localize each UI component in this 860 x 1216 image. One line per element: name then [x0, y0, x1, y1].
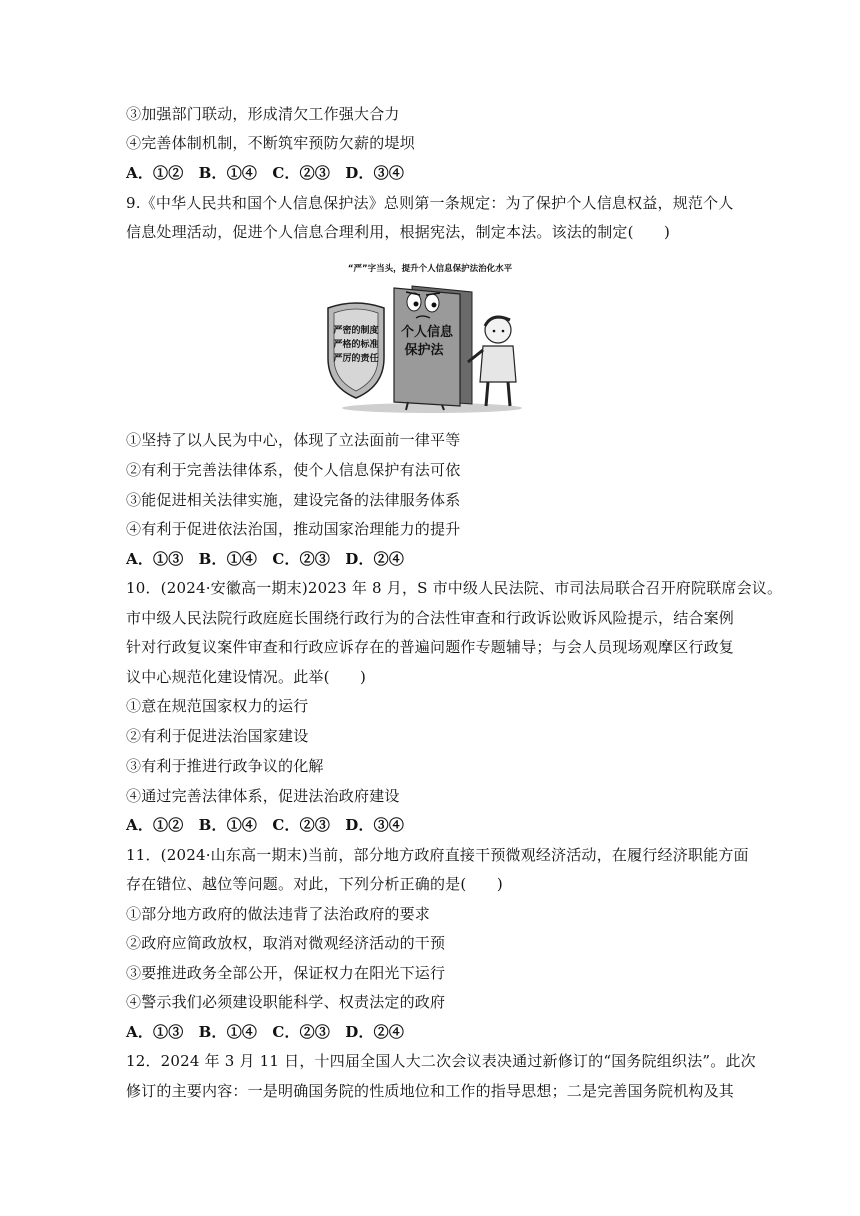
q10-statement-2: ②有利于促进法治国家建设 [126, 727, 309, 745]
q11-statement-2: ②政府应简政放权，取消对微观经济活动的干预 [126, 934, 446, 952]
q9-statement-2: ②有利于完善法律体系，使个人信息保护有法可依 [126, 461, 461, 479]
q10-statement-3: ③有利于推进行政争议的化解 [126, 757, 324, 775]
q12-stem-line-1: 12．2024 年 3 月 11 日，十四届全国人大二次会议表决通过新修订的“国务院组织法”。此次 [126, 1052, 756, 1070]
q9-statement-1: ①坚持了以人民为中心，体现了立法面前一律平等 [126, 431, 461, 449]
cartoon-shield-line-3: 严厉的责任 [333, 354, 379, 364]
q8-options: A．①② B．①④ C．②③ D．③④ [126, 164, 405, 182]
q11-options: A．①③ B．①④ C．②③ D．②④ [126, 1023, 405, 1041]
q10-statement-4: ④通过完善法律体系，促进法治政府建设 [126, 787, 400, 805]
q9-statement-3: ③能促进相关法律实施，建设完备的法律服务体系 [126, 491, 461, 509]
q10-stem-line-1: 10．(2024·安徽高一期末)2023 年 8 月，S 市中级人民法院、市司法局联合召开府院联席会议。 [126, 579, 783, 597]
q8-statement-3: ③加强部门联动，形成清欠工作强大合力 [126, 105, 400, 123]
cartoon-book-title-1: 个人信息 [400, 325, 454, 340]
q11-stem-line-2: 存在错位、越位等问题。对此，下列分析正确的是( ) [126, 875, 503, 893]
q11-stem-line-1: 11．(2024·山东高一期末)当前，部分地方政府直接干预微观经济活动，在履行经济职能方面 [126, 846, 749, 864]
q12-stem-line-2: 修订的主要内容：一是明确国务院的性质地位和工作的指导思想；二是完善国务院机构及其 [126, 1082, 735, 1100]
cartoon-shield-line-1: 严密的制度 [333, 326, 379, 336]
q8-statement-4: ④完善体制机制，不断筑牢预防欠薪的堤坝 [126, 134, 415, 152]
cartoon-shield-line-2: 严格的标准 [333, 340, 379, 350]
q11-statement-4: ④警示我们必须建设职能科学、权责法定的政府 [126, 993, 446, 1011]
q9-stem-line-2: 信息处理活动，促进个人信息合理利用，根据宪法，制定本法。该法的制定( ) [126, 223, 671, 241]
q11-statement-1: ①部分地方政府的做法违背了法治政府的要求 [126, 905, 431, 923]
q9-options: A．①③ B．①④ C．②③ D．②④ [126, 550, 405, 568]
q9-statement-4: ④有利于促进依法治国，推动国家治理能力的提升 [126, 520, 461, 538]
q10-stem-line-4: 议中心规范化建设情况。此举( ) [126, 668, 367, 686]
q9-cartoon-image [322, 258, 538, 414]
q10-statement-1: ①意在规范国家权力的运行 [126, 697, 309, 715]
q10-options: A．①② B．①④ C．②③ D．③④ [126, 816, 405, 834]
q10-stem-line-2: 市中级人民法院行政庭庭长围绕行政行为的合法性审查和行政诉讼败诉风险提示，结合案例 [126, 609, 735, 627]
q10-stem-line-3: 针对行政复议案件审查和行政应诉存在的普遍问题作专题辅导；与会人员现场观摩区行政复 [126, 638, 735, 656]
q11-statement-3: ③要推进政务全部公开，保证权力在阳光下运行 [126, 964, 446, 982]
cartoon-book-title-2: 保护法 [404, 343, 444, 358]
q9-stem-line-1: 9.《中华人民共和国个人信息保护法》总则第一条规定：为了保护个人信息权益，规范个人 [126, 194, 734, 212]
cartoon-caption: “严”字当头，提升个人信息保护法治化水平 [347, 264, 513, 274]
